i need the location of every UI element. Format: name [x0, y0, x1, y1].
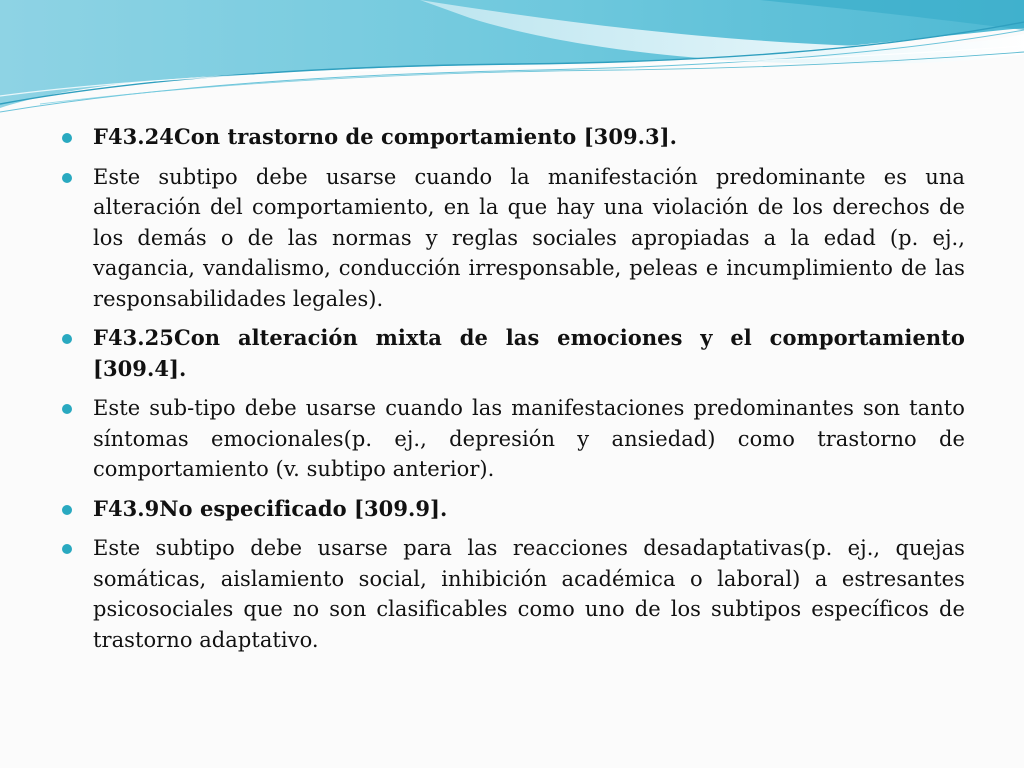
- list-item-text: Este sub-tipo debe usarse cuando las manifestaciones predominantes son tanto síntomas emocionales(p. ej., depresión y ansiedad) como trastorno de comportamiento (v. subtipo anterior).: [93, 396, 965, 481]
- list-item: [62, 323, 965, 384]
- list-item-text: Este subtipo debe usarse para las reacciones desadaptativas(p. ej., quejas somáticas, aislamiento social, inhibición académica o laboral) a estresantes psicosociales que no son clasificables como uno de los subtipos específicos de trastorno adaptativo.: [93, 536, 965, 652]
- list-item: [62, 393, 965, 485]
- list-item-text: F43.24Con trastorno de comportamiento [309.3].: [93, 124, 678, 149]
- list-item: [62, 122, 965, 153]
- list-item-text: Este subtipo debe usarse cuando la manifestación predominante es una alteración del comportamiento, en la que hay una violación de los derechos de los demás o de las normas y reglas sociales apropiadas a la edad (p. ej., vagancia, vandalismo, conducción irresponsable, peleas e incumplimiento de las responsabilidades legales).: [93, 164, 965, 311]
- circle-bullet-icon: [62, 505, 72, 515]
- circle-bullet-icon: [62, 133, 72, 143]
- list-item-text: F43.9No especificado [309.9].: [93, 495, 448, 521]
- list-item: [62, 533, 965, 655]
- circle-bullet-icon: [62, 334, 72, 344]
- circle-bullet-icon: [62, 544, 72, 554]
- list-item-text: F43.25Con alteración mixta de las emociones y el comportamiento [309.4].: [93, 325, 965, 381]
- circle-bullet-icon: [62, 404, 72, 414]
- list-item: [62, 162, 965, 315]
- list-item: [62, 494, 965, 525]
- header-wave-decoration: [0, 0, 1024, 120]
- circle-bullet-icon: [62, 173, 72, 183]
- bullet-list: [62, 122, 965, 664]
